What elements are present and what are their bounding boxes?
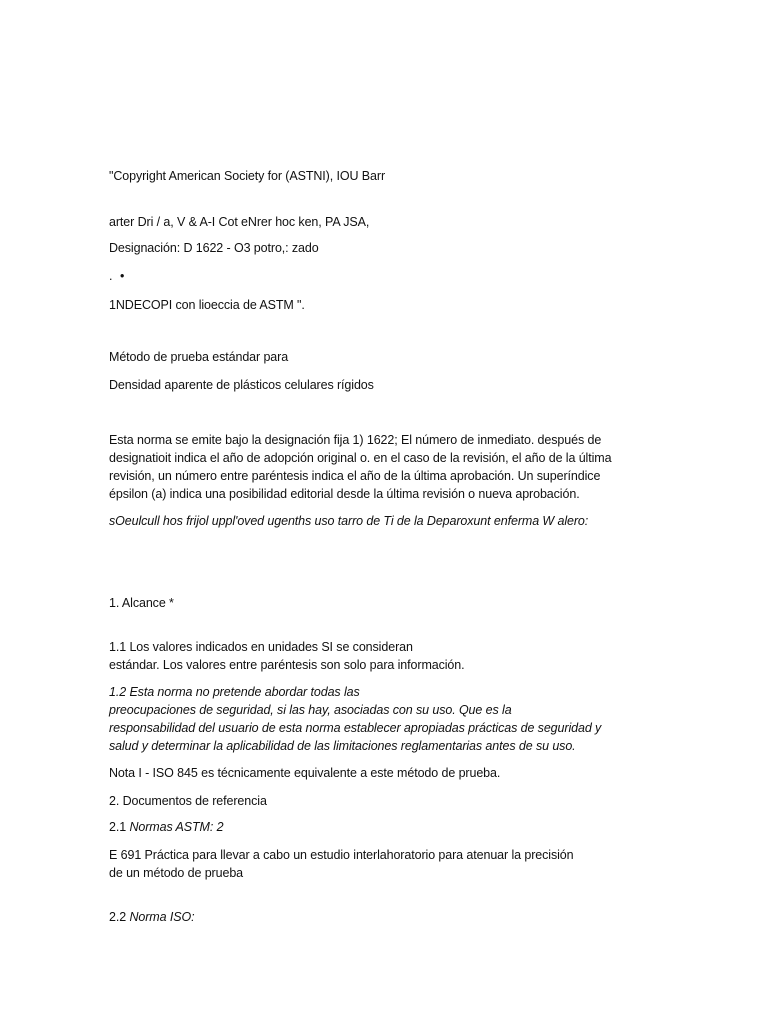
- subsection-number: 2.1: [109, 820, 127, 834]
- paragraph-line: 1.1 Los valores indicados en unidades SI se consideran: [109, 640, 413, 654]
- subsection-2-1: [109, 818, 223, 836]
- subsection-2-2: [109, 908, 194, 926]
- paragraph-1-1: [109, 638, 465, 674]
- reference-line: de un método de prueba: [109, 866, 244, 880]
- reference-line: E 691 Práctica para llevar a cabo un estudio interlahoratorio para atenuar la precisión: [109, 848, 574, 862]
- intro-italic-note: sOeulcull hos frijol uppl'oved ugenths uso tarro de Ti de la Deparoxunt enferma W alero:: [109, 514, 589, 528]
- designation-line: Designación: D 1622 - O3 potro,: zado: [109, 241, 319, 255]
- title-line-2: Densidad aparente de plásticos celulares rígidos: [109, 378, 374, 392]
- intro-line: Esta norma se emite bajo la designación fija 1) 1622; El número de inmediato. después de: [109, 433, 602, 447]
- paragraph-line: 1.2 Esta norma no pretende abordar todas las: [109, 685, 360, 699]
- intro-line: épsilon (a) indica una posibilidad editorial desde la última revisión o nueva aprobación.: [109, 487, 580, 501]
- section-2-heading: 2. Documentos de referencia: [109, 794, 267, 808]
- paragraph-1-2: [109, 683, 601, 755]
- intro-paragraph: [109, 431, 611, 503]
- intro-line: designatioit indica el año de adopción original o. en el caso de la revisión, el año de la última: [109, 451, 612, 465]
- section-1-heading: 1. Alcance *: [109, 596, 174, 610]
- reference-e691: [109, 846, 574, 882]
- license-line: 1NDECOPI con lioeccia de ASTM ".: [109, 298, 305, 312]
- intro-line: revisión, un número entre paréntesis indica el año de la última aprobación. Un superíndice: [109, 469, 601, 483]
- paragraph-line: responsabilidad del usuario de esta norma establecer apropiadas prácticas de seguridad y: [109, 721, 602, 735]
- address-line: arter Dri / a, V & A-I Cot eNrer hoc ken, PA JSA,: [109, 215, 370, 229]
- paragraph-line: preocupaciones de seguridad, si las hay, asociadas con su uso. Que es la: [109, 703, 512, 717]
- subsection-label: Normas ASTM: 2: [129, 820, 224, 834]
- title-line-1: Método de prueba estándar para: [109, 350, 289, 364]
- paragraph-line: estándar. Los valores entre paréntesis son solo para información.: [109, 658, 465, 672]
- note-1: Nota I - ISO 845 es técnicamente equivalente a este método de prueba.: [109, 766, 501, 780]
- paragraph-line: salud y determinar la aplicabilidad de las limitaciones reglamentarias antes de su uso.: [109, 739, 576, 753]
- copyright-line: "Copyright American Society for (ASTNI), IOU Barr: [109, 169, 386, 183]
- subsection-label: Norma ISO:: [129, 910, 195, 924]
- subsection-number: 2.2: [109, 910, 127, 924]
- bullet-mark: . •: [109, 269, 127, 283]
